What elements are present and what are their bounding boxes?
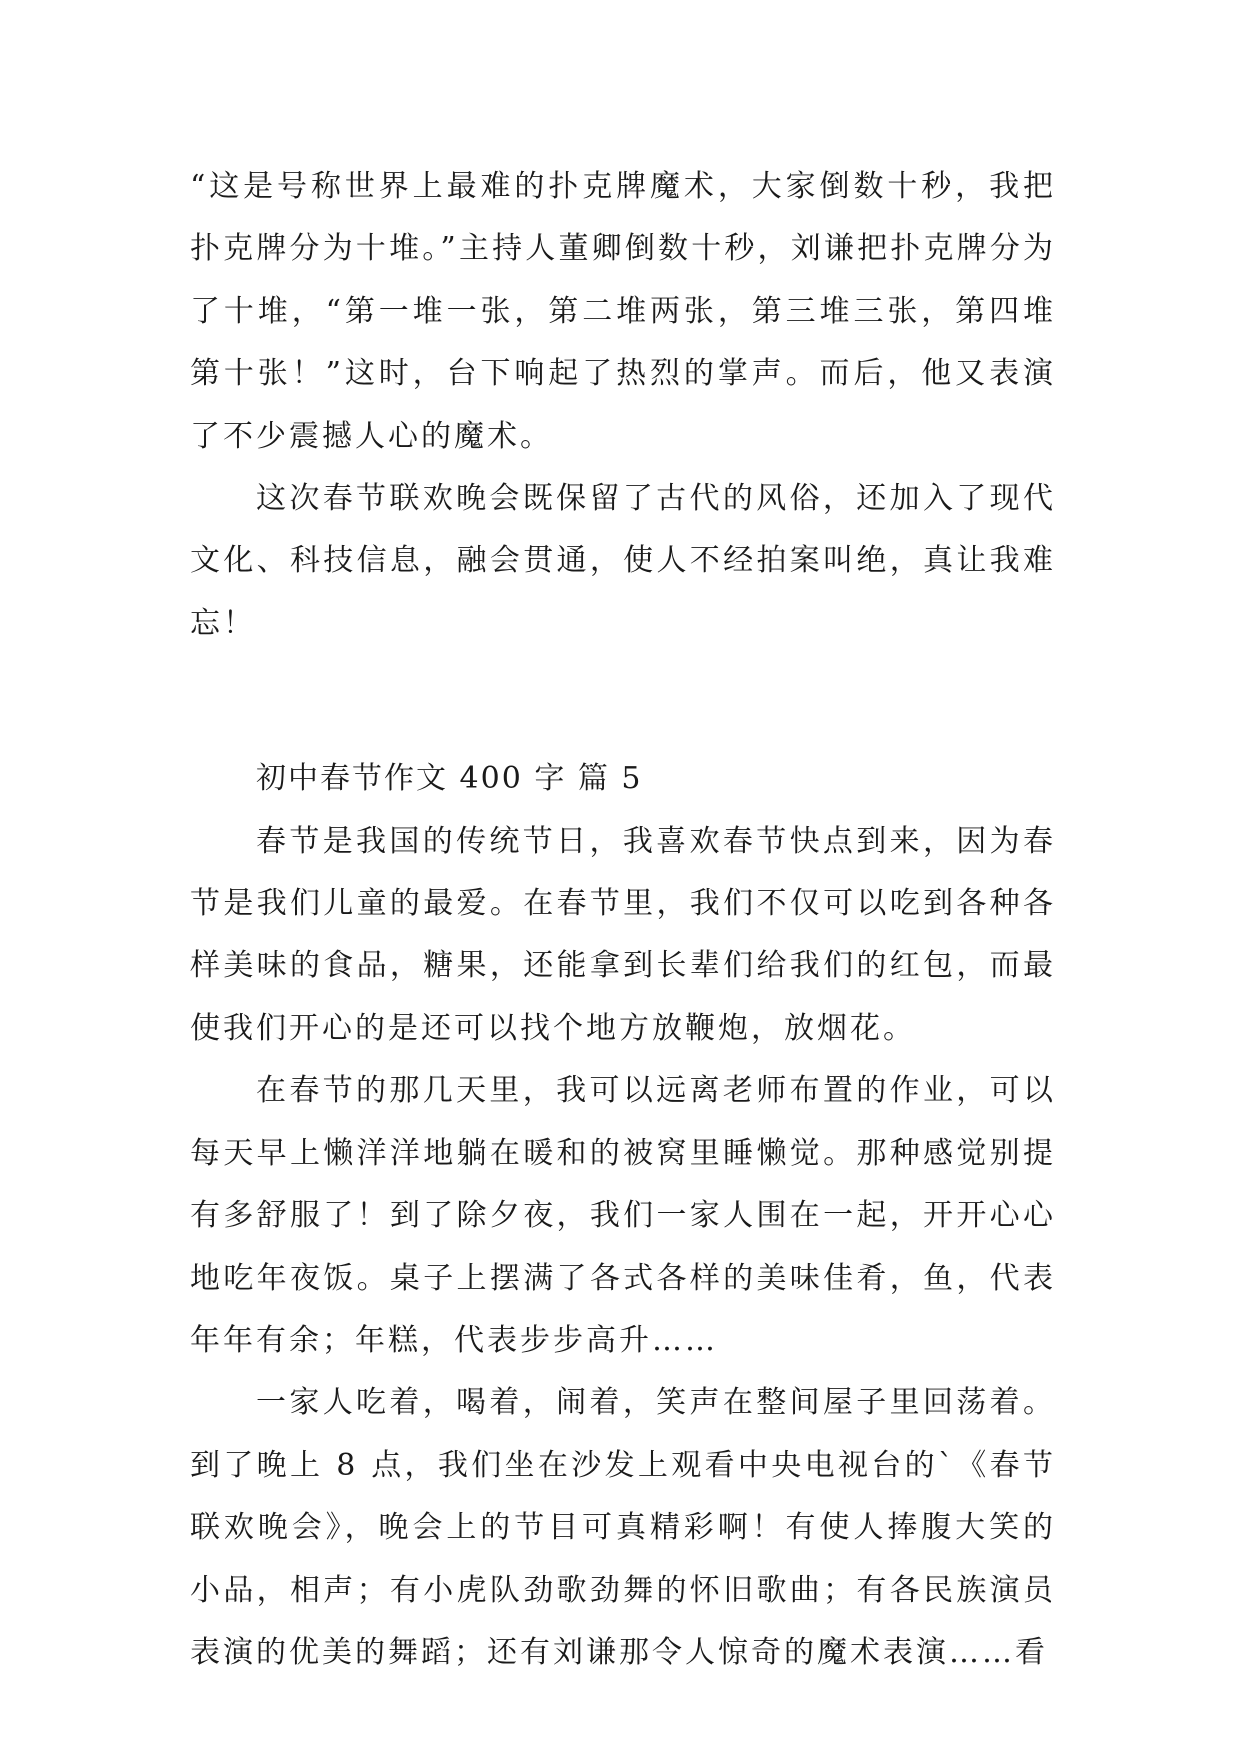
paragraph-family-gala: 一家人吃着，喝着，闹着，笑声在整间屋子里回荡着。到了晚上 8 点，我们坐在沙发上观看中央电视台的`《春节联欢晚会》，晚会上的节目可真精彩啊！有使人捧腹大笑的小品，相声；有小虎队劲歌劲舞的怀旧歌曲；有各民族演员表演的优美的舞蹈；还有刘谦那令人惊奇的魔术表演……看 — [190, 1385, 1056, 1670]
section-spacer — [190, 655, 1056, 748]
paragraph-new-year-eve: 在春节的那几天里，我可以远离老师布置的作业，可以每天早上懒洋洋地躺在暖和的被窝里睡懒觉。那种感觉别提有多舒服了！到了除夕夜，我们一家人围在一起，开开心心地吃年夜饭。桌子上摆满了各式各样的美味佳肴，鱼，代表年年有余；年糕，代表步步高升…… — [190, 1073, 1056, 1358]
section-heading: 初中春节作文 400 字 篇 5 — [256, 761, 643, 797]
paragraph-gala-summary: 这次春节联欢晚会既保留了古代的风俗，还加入了现代文化、科技信息，融会贯通，使人不经拍案叫绝，真让我难忘！ — [190, 481, 1056, 641]
paragraph-spring-festival-intro: 春节是我国的传统节日，我喜欢春节快点到来，因为春节是我们儿童的最爱。在春节里，我们不仅可以吃到各种各样美味的食品，糖果，还能拿到长辈们给我们的红包，而最使我们开心的是还可以找个地方放鞭炮，放烟花。 — [190, 823, 1056, 1046]
paragraph-magic-trick: “这是号称世界上最难的扑克牌魔术，大家倒数十秒，我把扑克牌分为十堆。”主持人董卿倒数十秒，刘谦把扑克牌分为了十堆，“第一堆一张，第二堆两张，第三堆三张，第四堆第十张！”这时，台下响起了热烈的掌声。而后，他又表演了不少震撼人心的魔术。 — [190, 169, 1056, 454]
document-body — [190, 156, 1056, 1684]
